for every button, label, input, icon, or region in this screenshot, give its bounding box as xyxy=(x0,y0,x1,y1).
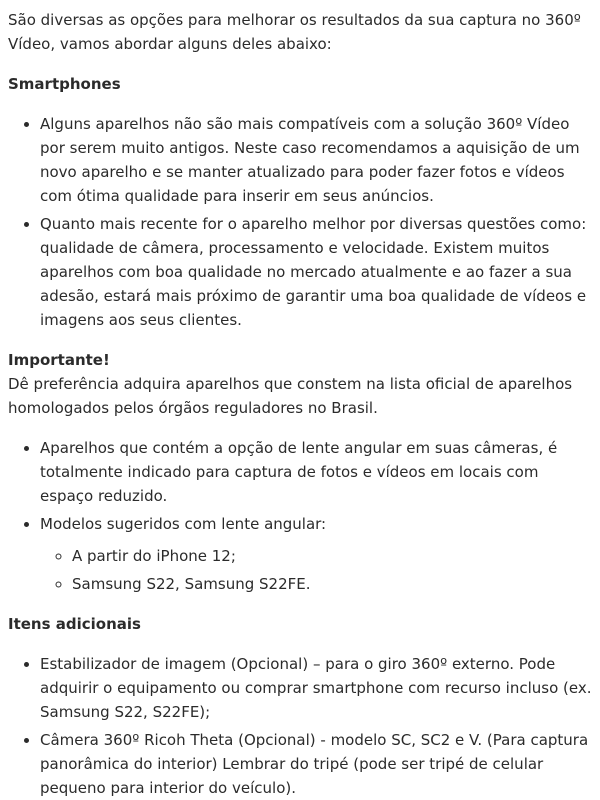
lens-list xyxy=(8,436,592,596)
models-sublist xyxy=(40,544,592,596)
smartphones-heading: Smartphones xyxy=(8,75,121,93)
list-item: • Estabilizador de imagem (Opcional) – para o giro 360º externo. Pode adquirir o equipamento ou comprar smartphone com recurso incluso (ex. Samsung S22, S22FE); xyxy=(40,652,592,724)
important-note xyxy=(8,348,592,420)
models-label: Modelos sugeridos com lente angular: xyxy=(40,515,327,533)
additional-list xyxy=(8,652,592,800)
smartphones-list xyxy=(8,112,592,332)
sublist-item: ◦ Samsung S22, Samsung S22FE. xyxy=(72,572,592,596)
list-item: • Alguns aparelhos não são mais compatíveis com a solução 360º Vídeo por serem muito antigos. Neste caso recomendamos a aquisição de um novo aparelho e se manter atualizado para poder fazer fotos e vídeos com ótima qualidade para inserir em seus anúncios. xyxy=(40,112,592,208)
intro-paragraph: São diversas as opções para melhorar os resultados da sua captura no 360º Vídeo, vamos abordar alguns deles abaixo: xyxy=(8,11,581,53)
important-text: Dê preferência adquira aparelhos que constem na lista oficial de aparelhos homologados pelos órgãos reguladores no Brasil. xyxy=(8,375,573,417)
additional-heading: Itens adicionais xyxy=(8,615,141,633)
list-item: • Quanto mais recente for o aparelho melhor por diversas questões como: qualidade de câmera, processamento e velocidade. Existem muitos aparelhos com boa qualidade no mercado atualmente e ao fazer a sua adesão, estará mais próximo de garantir uma boa qualidade de vídeos e imagens aos seus clientes. xyxy=(40,212,592,332)
list-item-models xyxy=(40,512,592,596)
sublist-item: ◦ A partir do iPhone 12; xyxy=(72,544,592,568)
important-label: Importante! xyxy=(8,351,110,369)
list-item: • Câmera 360º Ricoh Theta (Opcional) - modelo SC, SC2 e V. (Para captura panorâmica do interior) Lembrar do tripé (pode ser tripé de celular pequeno para interior do veículo). xyxy=(40,728,592,800)
list-item: • Aparelhos que contém a opção de lente angular em suas câmeras, é totalmente indicado para captura de fotos e vídeos em locais com espaço reduzido. xyxy=(40,436,592,508)
